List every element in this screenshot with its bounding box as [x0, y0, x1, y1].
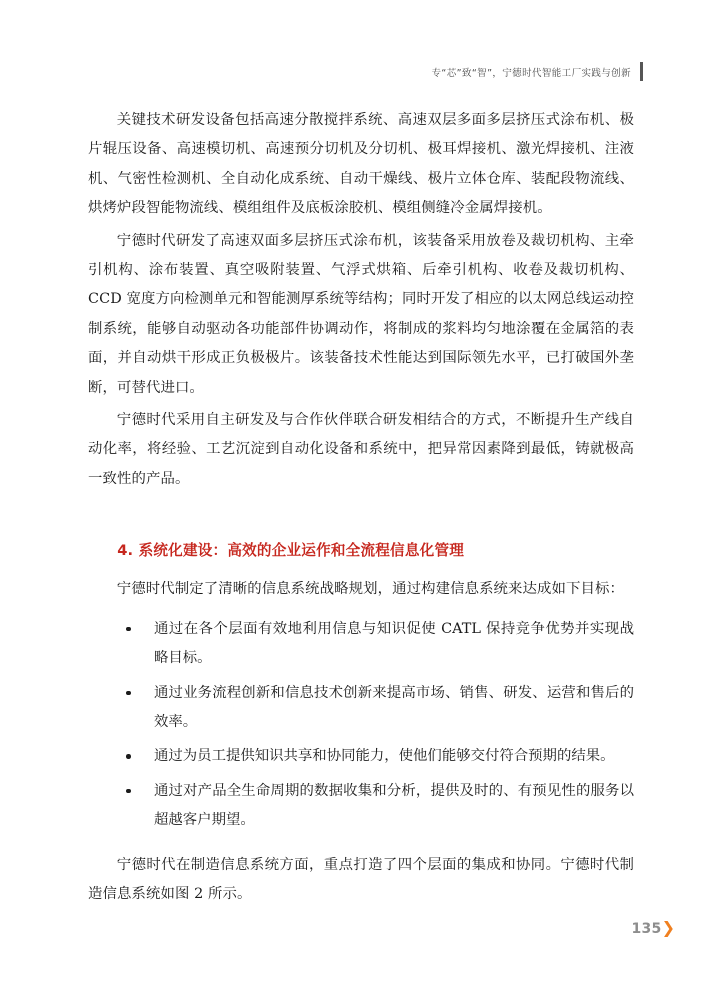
paragraph-strategy-intro: 宁德时代制定了清晰的信息系统战略规划，通过构建信息系统来达成如下目标：: [116, 581, 624, 598]
page-number: 135: [631, 921, 662, 937]
list-item-text: 通过在各个层面有效地利用信息与知识促使 CATL 保持竞争优势并实现战略目标。: [154, 620, 634, 667]
list-item-text: 通过为员工提供知识共享和协同能力，使他们能够交付符合预期的结果。: [154, 748, 615, 765]
running-header-title: 专“芯”致“智”，宁德时代智能工厂实践与创新: [431, 67, 631, 79]
bullet-icon: [126, 627, 131, 632]
list-spacer-top: [88, 608, 634, 615]
list-spacer-bottom: [88, 841, 634, 851]
list-item: [88, 615, 634, 674]
strategy-goals-list: [88, 615, 634, 836]
bullet-icon: [126, 789, 131, 794]
chevron-right-icon: ❯: [661, 918, 675, 937]
page-content: [88, 106, 634, 909]
paragraph-rnd-approach: 宁德时代采用自主研发及与合作伙伴联合研发相结合的方式，不断提升生产线自动化率，将经验、工艺沉淀到自动化设备和系统中，把异常因素降到最低，铸就极高一致性的产品。: [88, 412, 634, 487]
page-footer: [0, 920, 721, 937]
heading-spacer: [88, 563, 634, 575]
running-header: [432, 62, 644, 81]
list-item-text: 通过对产品全生命周期的数据收集和分析，提供及时的、有预见性的服务以超越客户期望。: [154, 782, 634, 829]
paragraph-equipment-list: 关键技术研发设备包括高速分散搅拌系统、高速双层多面多层挤压式涂布机、极片辊压设备、高速模切机、高速预分切机及分切机、极耳焊接机、激光焊接机、注液机、气密性检测机、全自动化成系统、自动干燥线、极片立体仓库、装配段物流线、烘烤炉段智能物流线、模组组件及底板涂胶机、模组侧缝冷金属焊接机。: [88, 112, 634, 217]
list-item: [88, 742, 634, 771]
header-rule-icon: [640, 62, 643, 81]
section-heading-4: 4. 系统化建设：高效的企业运作和全流程信息化管理: [117, 542, 465, 560]
list-item-text: 通过业务流程创新和信息技术创新来提高市场、销售、研发、运营和售后的效率。: [154, 684, 634, 730]
list-item: [88, 679, 634, 738]
bullet-icon: [126, 691, 131, 696]
paragraph-closing-figure-ref: 宁德时代在制造信息系统方面，重点打造了四个层面的集成和协同。宁德时代制造信息系统如图 2 所示。: [88, 856, 634, 902]
list-item: [88, 777, 634, 836]
bullet-icon: [126, 754, 131, 759]
paragraph-coating-machine: 宁德时代研发了高速双面多层挤压式涂布机，该装备采用放卷及裁切机构、主牵引机构、涂布装置、真空吸附装置、气浮式烘箱、后牵引机构、收卷及裁切机构、CCD 宽度方向检测单元和智能测厚系统等结构；同时开发了相应的以太网总线运动控制系统，能够自动驱动各功能部件协调动作，将制成的浆料均匀地涂覆在金属箔的表面，并自动烘干形成正负极极片。该装备技术性能达到国际领先水平，已打破国外垄断，可替代进口。: [88, 232, 634, 396]
section-spacer: [88, 497, 634, 539]
